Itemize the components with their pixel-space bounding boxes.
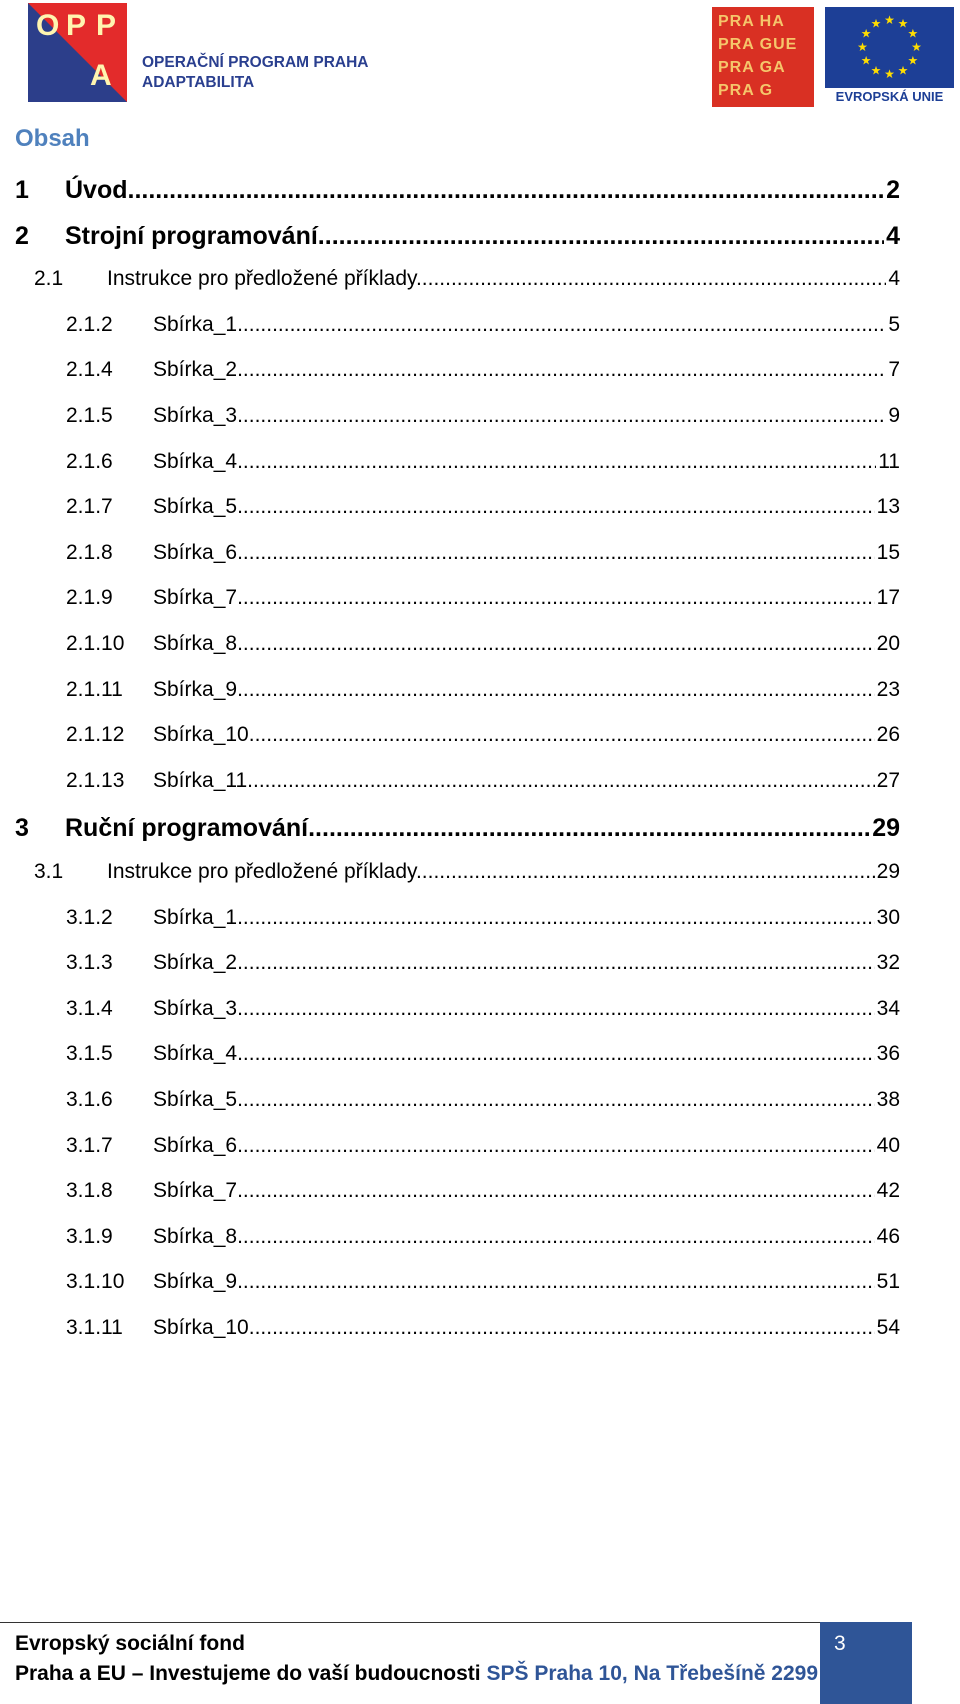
toc-entry-label: Sbírka_1: [153, 905, 238, 929]
toc-entry[interactable]: [66, 1134, 900, 1158]
toc-entry[interactable]: [66, 1042, 900, 1066]
footer-line1: Evropský sociální fond: [15, 1632, 245, 1655]
eu-star-icon: ★: [870, 16, 882, 31]
toc-leader-dots: [237, 495, 875, 519]
toc-leader-dots: [237, 1088, 875, 1112]
toc-entry-label: Sbírka_4: [153, 1042, 238, 1066]
eu-flag-icon: [825, 7, 954, 88]
oppa-line2: ADAPTABILITA: [142, 74, 255, 91]
toc-leader-dots: [237, 997, 875, 1021]
toc-entry[interactable]: [66, 951, 900, 975]
toc-entry-page: 5: [888, 312, 900, 336]
toc-entry-number: 2: [15, 221, 29, 250]
toc-entry-number: 3.1: [34, 860, 64, 883]
toc-leader-dots: [237, 450, 876, 474]
toc-entry[interactable]: [66, 1088, 900, 1112]
toc-entry-number: 3.1.8: [66, 1179, 113, 1203]
toc-entry-page: 29: [872, 814, 900, 843]
toc-entry[interactable]: [15, 176, 900, 205]
toc-entry-page: 26: [876, 723, 900, 747]
toc-entry-page: 15: [876, 540, 900, 564]
eu-star-icon: ★: [884, 67, 895, 81]
footer-slogan: Praha a EU – Investujeme do vaší budoucnosti: [15, 1662, 481, 1685]
toc-title: Obsah: [15, 125, 90, 152]
toc-entry-label: Sbírka_10: [153, 1316, 249, 1339]
eu-star-icon: ★: [907, 26, 919, 41]
toc-entry-page: 38: [876, 1088, 900, 1111]
toc-entry[interactable]: [15, 222, 900, 251]
toc-leader-dots: [237, 313, 886, 337]
toc-leader-dots: [237, 906, 875, 930]
toc-leader-dots: [325, 222, 884, 251]
toc-entry[interactable]: [66, 1270, 900, 1294]
oppa-letter: O: [36, 9, 60, 42]
toc-entry-number: 2.1.13: [66, 768, 125, 792]
eu-star-icon: ★: [860, 26, 872, 41]
toc-entry-number: 2.1.10: [66, 632, 125, 655]
toc-entry-label: Sbírka_7: [153, 586, 238, 610]
toc-leader-dots: [237, 358, 886, 382]
toc-entry-number: 2.1.2: [66, 312, 113, 336]
toc-entry-label: Sbírka_7: [153, 1179, 238, 1203]
toc-leader-dots: [315, 814, 870, 843]
toc-entry[interactable]: [66, 495, 900, 519]
toc-entry-number: 2.1.6: [66, 449, 113, 473]
toc-entry-number: 1: [15, 176, 29, 204]
page-header: [0, 0, 960, 112]
toc-entry-number: 3: [15, 814, 29, 843]
toc-leader-dots: [237, 541, 875, 565]
oppa-logo-text: [142, 53, 368, 93]
toc-entry-label: Instrukce pro předložené příklady.: [107, 267, 422, 291]
toc-entry-number: 2.1.11: [66, 677, 123, 701]
toc-entry-number: 3.1.9: [66, 1224, 113, 1248]
eu-label: EVROPSKÁ UNIE: [835, 89, 944, 104]
toc-entry-number: 2.1.5: [66, 404, 113, 427]
toc-entry[interactable]: [66, 1225, 900, 1249]
oppa-letter: P: [66, 9, 87, 42]
toc-entry-page: 20: [876, 632, 900, 655]
toc-entry-page: 11: [878, 449, 900, 473]
toc-leader-dots: [422, 860, 875, 884]
toc-leader-dots: [422, 267, 887, 291]
oppa-letter: P: [96, 9, 117, 42]
toc-entry[interactable]: [34, 860, 900, 884]
footer-school: SPŠ Praha 10, Na Třebešíně 2299: [486, 1662, 819, 1685]
toc-entry[interactable]: [15, 814, 900, 843]
toc-entry[interactable]: [66, 678, 900, 702]
toc-entry[interactable]: [66, 1179, 900, 1203]
praha-logo-line: PRA GA: [718, 59, 786, 76]
toc-leader-dots: [237, 632, 875, 656]
toc-entry-label: Sbírka_8: [153, 632, 238, 655]
toc-entry-label: Sbírka_1: [153, 312, 238, 336]
toc-leader-dots: [237, 586, 875, 610]
toc-entry-page: 40: [876, 1133, 900, 1157]
page-footer: [0, 1622, 960, 1704]
toc-entry[interactable]: [66, 906, 900, 930]
toc-entry-page: 34: [876, 996, 900, 1020]
toc-entry-label: Sbírka_8: [153, 1224, 238, 1248]
toc-entry[interactable]: [66, 1316, 900, 1340]
toc-entry-label: Sbírka_6: [153, 540, 238, 564]
toc-entry-page: 51: [876, 1270, 900, 1294]
toc-entry-number: 2.1: [34, 267, 64, 291]
toc-entry-page: 9: [888, 404, 900, 427]
toc-entry-label: Sbírka_4: [153, 449, 238, 473]
praha-logo-line: PRA GUE: [718, 36, 798, 53]
toc-entry-label: Úvod.: [65, 176, 135, 204]
toc-entry-number: 3.1.5: [66, 1042, 113, 1066]
toc-entry-label: Instrukce pro předložené příklady.: [107, 860, 422, 883]
toc-entry-label: Sbírka_2: [153, 358, 238, 382]
toc-entry-label: Sbírka_2: [153, 951, 238, 975]
toc-entry-page: 36: [876, 1042, 900, 1066]
eu-star-icon: ★: [870, 63, 882, 78]
eu-star-icon: ★: [911, 40, 922, 54]
toc-entry[interactable]: [66, 541, 900, 565]
toc-leader-dots: [237, 1134, 875, 1158]
toc-entry-label: Sbírka_5: [153, 495, 238, 519]
eu-logo: [825, 7, 954, 107]
footer-line2: [15, 1662, 818, 1686]
toc-entry[interactable]: [66, 723, 900, 747]
toc-entry-number: 3.1.4: [66, 996, 113, 1020]
toc-entry[interactable]: [66, 358, 900, 382]
toc-entry-label: Sbírka_9: [153, 1270, 238, 1294]
toc-entry-number: 2.1.9: [66, 586, 113, 610]
eu-star-icon: ★: [857, 40, 868, 54]
toc-entry-number: 3.1.7: [66, 1133, 113, 1157]
toc-leader-dots: [237, 678, 875, 702]
toc-entry-label: Sbírka_3: [153, 996, 238, 1020]
toc-entry-page: 42: [876, 1179, 900, 1203]
toc-entry-page: 54: [876, 1316, 900, 1339]
praha-logo-line: PRA G: [718, 82, 774, 99]
toc-leader-dots: [237, 1042, 875, 1066]
toc-entry-page: 7: [888, 358, 900, 382]
toc-entry-page: 23: [876, 677, 900, 701]
toc-entry-label: Sbírka_10: [153, 723, 249, 747]
eu-star-icon: ★: [897, 16, 909, 31]
toc-entry-label: Sbírka_3: [153, 404, 238, 427]
toc-entry-page: 29: [876, 860, 900, 883]
toc-entry[interactable]: [66, 769, 900, 793]
page-number: 3: [834, 1632, 846, 1655]
toc-entry-page: 32: [876, 951, 900, 975]
toc-entry-number: 3.1.10: [66, 1270, 125, 1294]
toc-entry[interactable]: [66, 586, 900, 610]
toc-leader-dots: [237, 1225, 875, 1249]
toc-entry-label: Sbírka_11: [153, 768, 248, 792]
toc-entry-number: 3.1.2: [66, 905, 113, 929]
toc-entry[interactable]: [66, 632, 900, 656]
toc-entry[interactable]: [66, 997, 900, 1021]
praha-logo: [712, 7, 814, 107]
toc-entry-page: 4: [886, 221, 900, 250]
toc-entry-page: 30: [876, 905, 900, 929]
toc-entry-number: 3.1.6: [66, 1088, 113, 1111]
toc-entry-page: 27: [876, 768, 900, 792]
toc-entry-label: Sbírka_9: [153, 677, 238, 701]
eu-star-icon: ★: [860, 53, 872, 68]
toc-entry-label: Ruční programování.: [65, 814, 316, 843]
toc-entry[interactable]: [66, 313, 900, 337]
eu-stars-icon: [825, 7, 954, 88]
toc-entry[interactable]: [34, 267, 900, 291]
toc-leader-dots: [237, 1270, 875, 1294]
toc-entry-page: 2: [886, 176, 900, 204]
page-number-box: [820, 1622, 912, 1704]
toc-entry-number: 3.1.11: [66, 1316, 123, 1339]
footer-divider: [0, 1622, 820, 1623]
eu-star-icon: ★: [897, 63, 909, 78]
toc-leader-dots: [237, 1179, 875, 1203]
toc-entry-number: 2.1.4: [66, 358, 113, 382]
oppa-letter: A: [90, 59, 112, 92]
toc-entry-label: Strojní programování.: [65, 221, 325, 250]
toc-entry-page: 13: [876, 495, 900, 519]
praha-logo-line: PRA HA: [718, 13, 785, 30]
toc-leader-dots: [237, 951, 875, 975]
toc-leader-dots: [134, 176, 884, 205]
toc-entry-number: 2.1.8: [66, 540, 113, 564]
oppa-line1: OPERAČNÍ PROGRAM PRAHA: [142, 54, 369, 71]
toc-entry-number: 3.1.3: [66, 951, 113, 975]
toc-leader-dots: [249, 723, 875, 747]
oppa-logo-mark: [28, 3, 127, 102]
toc-leader-dots: [247, 769, 874, 793]
toc-entry-page: 46: [876, 1224, 900, 1248]
toc-entry-number: 2.1.12: [66, 723, 125, 747]
toc-entry-number: 2.1.7: [66, 495, 113, 519]
toc-entry-label: Sbírka_5: [153, 1088, 238, 1111]
eu-star-icon: ★: [884, 13, 895, 27]
toc-entry[interactable]: [66, 404, 900, 428]
toc-leader-dots: [249, 1316, 875, 1340]
toc-entry-page: 4: [888, 267, 900, 291]
eu-star-icon: ★: [907, 53, 919, 68]
oppa-logo: [28, 3, 378, 103]
toc-leader-dots: [237, 404, 886, 428]
toc-entry-label: Sbírka_6: [153, 1133, 238, 1157]
toc-entry[interactable]: [66, 450, 900, 474]
toc-entry-page: 17: [876, 586, 900, 610]
